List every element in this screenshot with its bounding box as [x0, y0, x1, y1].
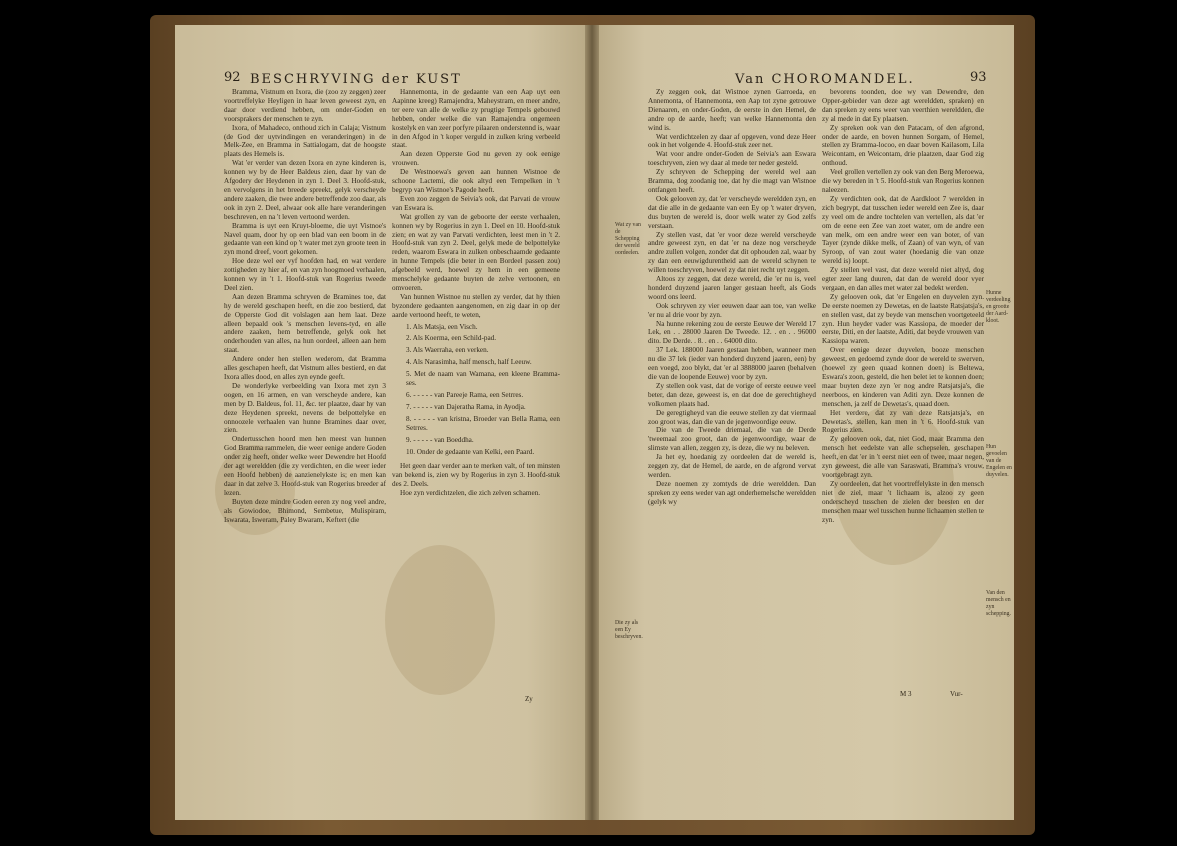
- list-item: 2. Als Koerma, een Schild-pad.: [406, 334, 497, 343]
- paragraph: Wat voor andre onder-Goden de Seivia's aan Eswara toeschryven, zien wy daar al mede ter neder gesteld.: [648, 150, 816, 168]
- paragraph: De Westnoewa's geven aan hunnen Wistnoe de schoone Lactemi, die ook altyd een Tempelken in 't begryp van Wistnoe's Pagode heeft.: [392, 168, 560, 194]
- left-page-number: 92: [224, 70, 241, 85]
- paragraph: Aan dezen Bramma schryven de Bramines toe, dat hy de wereld geschapen heeft, en die zoo bestierd, dat de Opperste God dit volslagen aan hem laat. Deze alleen bepaald ook 's menschen levens-tyd, en alle andere zaaken, hem betreffende, gelyk ook het onderhouden van alles, na hun oordeel, alleen aan hem staat.: [224, 292, 386, 355]
- paragraph: Andere onder hen stellen wederom, dat Bramma alles geschapen heeft, dat Vistnum alles bestierd, en dat Ixora alles dood, en alles zyn eynde geeft.: [224, 355, 386, 381]
- right-running-head: Van CHOROMANDEL.: [735, 72, 915, 87]
- paragraph: Het geen daar verder aan te merken valt, of ten minsten van bekend is, zien wy by Rogerius in zyn 3. Hoofd-stuk des 2. Deels.: [392, 462, 560, 489]
- right-page-number: 93: [970, 70, 987, 85]
- margin-note: Wat zy van de Schepping der wereld oordeelen.: [615, 222, 641, 256]
- list-item: 10. Onder de gedaante van Kelki, een Paard.: [406, 447, 535, 456]
- paragraph: Buyten deze mindre Goden eeren zy nog veel andre, als Gowiodoe, Bhimond, Sembetue, Mulispiram, Iswarata, Isweram, Paley Bwaram, Keftert (die: [224, 497, 386, 524]
- margin-note: Van den mensch en zyn schepping.: [986, 590, 1011, 617]
- left-column-2: [392, 88, 560, 688]
- list-item: 7. - - - - - van Dajeratha Rama, in Ayodja.: [406, 402, 526, 411]
- paragraph: Zy stellen ook vast, dat de vorige of eerste eeuwe veel beter, dan deze, geweest is, en dat doe de gerechtigheyd volkomen plaats had.: [648, 381, 816, 408]
- paragraph: Bramma, Vistnum en Ixora, die (zoo zy zeggen) zeer voortreffelyke Heyligen in haar leven geweest zyn, en daar door verdiend hebben, om onder-Goden en voorsprakers der menschen te zyn.: [224, 88, 386, 123]
- left-catchword: Zy: [525, 695, 533, 703]
- paragraph: Wat verdichtzelen zy daar af opgeven, vond deze Heer ook in het volgende 4. Hoofd-stuk zeer net.: [648, 132, 816, 150]
- paragraph: Aan dezen Opperste God nu geven zy ook eenige vrouwen.: [392, 150, 560, 168]
- book-gutter: [585, 25, 599, 820]
- paragraph: Na hunne rekening zou de eerste Eeuwe der Wereld 17 Lek, en . . 28000 Jaaren De Tweede. 12. . en . . 96000 dito. De Derde. . 8. . en . . 64000 dito.: [648, 319, 816, 346]
- paragraph: Die van de Tweede driemaal, die van de Derde 'tweemaal zoo groot, dan de jegenwoordige, waar de slimste van allen, zeggen zy, is deze, die wy nu beleven.: [648, 426, 816, 453]
- paragraph: Over eenige dezer duyvelen, booze menschen geweest, en gedoemd zynde door de wereld te swerven, (hoewel zy geen quaad konnen doen) is Beltewa, Eswara's zoon, gesteld, die hen belet iet te konnen doen; maar buyten deze zyn 'er nog andre Ratsjatsja's, die neerboos, en kinderen van Aditi zyn. Deze konnen de menschen, ja zelf de Dewetas's, quaad doen.: [822, 346, 984, 408]
- paragraph: Bramma is uyt een Kruyt-bloeme, die uyt Vistnoe's Navel quam, door hy op een blad van een boom in de gedaante van een kind op 't water met zyn groote teen in zyn mond dreef, voort gekomen.: [224, 221, 386, 257]
- margin-note: Die zy als een Ey beschryven.: [615, 620, 643, 640]
- list-item: 3. Als Waerraha, een verken.: [406, 346, 489, 355]
- paragraph: Veel grollen vertellen zy ook van den Berg Meroewa, die wy bereden in 't 5. Hoofd-stuk van Rogerius konnen naleezen.: [822, 168, 984, 194]
- paragraph: Zy stellen vast, dat 'er voor deze wereld verscheyde andre geweest zyn, en dat 'er na deze nog verscheyde andre zullen volgen, zonder dat dit ophouden zal, waar by zy dan een eeuwigdurentheid aan de wereld schynen te willen toeschryven, hoewel zy dat niet recht uyt zeggen.: [648, 230, 816, 275]
- paragraph: Ixora, of Mahadeco, onthoud zich in Calaja; Vistnum (de God der uytvindingen en veranderingen) in de Melk-Zee, en Bramma in Sattialogam, dat de hoogste plaats des Hemels is.: [224, 123, 386, 159]
- paragraph: Altoos zy zeggen, dat deze wereld, die 'er nu is, veel honderd duyzend jaaren langer gestaan heeft, als Gods woord ons leerd.: [648, 275, 816, 301]
- paragraph: Zy verdichten ook, dat de Aardkloot 7 werelden in zich begrypt, dat tusschen ieder wereld een Zee is, daar zy veel om de andre tochtelen van vertellen, als dat 'er om de eene een Zee van zoet water, om de andre een van melk, om een andre weer een van boter, of van Tayer (zynde dikke melk, of Zaan) of van wyn, of van Syroop, of van zout water (hoedanig die van onze wereld is) loopt.: [822, 194, 984, 266]
- list-item: 8. - - - - - van kristna, Broeder van Bella Rama, een Setrres.: [406, 414, 560, 432]
- paragraph: Hoe zyn verdichtzelen, die zich zelven schamen.: [400, 489, 541, 498]
- list-item: 6. - - - - - van Pareeje Rama, een Setrres.: [406, 391, 524, 399]
- list-item: 5. Met de naam van Wamana, een kleene Bramma-ses.: [406, 370, 560, 388]
- paragraph: Zy gelooven ook, dat 'er Engelen en duyvelen zyn. De eerste noemen zy Dewetas, en de laatste Ratsjatsja's, en stellen vast, dat zy beyde van menschen voortgeteeld zyn. Hun heyder vader was Kassiopa, de moeder der eerste, Diti, en der laatste, Aditi, dat beyde vrouwen van Kassiopa waren.: [822, 292, 984, 346]
- paragraph: Zy schryven de Schepping der wereld wel aan Bramma, dog zoodanig toe, dat hy die magt van Wistnoe ontfangen heeft.: [648, 168, 816, 194]
- list-item: 1. Als Matsja, een Visch.: [406, 322, 478, 331]
- paragraph: Ook schryven zy vier eeuwen daar aan toe, van welke 'er nu al drie voor by zyn.: [648, 301, 816, 319]
- paragraph: Hannemonta, in de gedaante van een Aap uyt een Aapinne kreeg) Ramajendra, Maheystram, en meer andre, ter eere van alle de welke zy prugtige Tempels gebouwd hebben, onder welke die van Ramajendra ongemeen kostelyk en van zeer porfyre pilaaren onderstennd is, waar in den Afgod in 't koper verguld in zulken kring verbeeld staat.: [392, 88, 560, 150]
- margin-note: Hun gevoelen van de Engelen en duyvelen.: [986, 444, 1012, 478]
- paragraph: Ja het ey, hoedanig zy oordeelen dat de wereld is, zeggen zy, dat de Hemel, de aarde, en de afgrond vervat werden.: [648, 453, 816, 479]
- paragraph: Zy gelooven ook, dat, niet God, maar Bramma den mensch het eedelste van alle schepselen, geschapen heeft, en dat 'er in 't eerst niet een of twee, maar negen, zyn geweest, die alle van Saraswati, Bramma's vrouw, voortgebragt zyn.: [822, 435, 984, 479]
- paragraph: Ondertusschen hoord men hen meest van hunnen God Bramma rammelen, die weer eenige andere Goden onder zig heeft, onder welke weer Dewendre het Hoofd der agt wereldden (die zy verdichten, en die weer ieder een Hoofd hebben) de aanzienelykste is; en men kan daar in dat zelve 3. Hoofd-stuk van Rogerius breeder af lezen.: [224, 435, 386, 497]
- paragraph: Even zoo zeggen de Seivia's ook, dat Parvati de vrouw van Eswara is.: [392, 194, 560, 212]
- paragraph: Zy stellen wel vast, dat deze wereld niet altyd, dog egter zeer lang duuren, dat dan de wereld door vyer vergaan, en dan alles met water zal bedekt werden.: [822, 266, 984, 292]
- paragraph: Wat 'er verder van dezen Ixora en zyne kinderen is, konnen wy by de Heer Baldeus zien, daar hy van de Afgodery der Heydenen in zyn 1. Deel 3. Hoofd-stuk, en vervolgens in het breede spreekt, gelyk verscheyde andere zaaken, die twee andere betreffende zoo daar, als ook in zyn 2. Deel, alwaar ook alle hare veranderingen beschreven, en na 't leven vertoond werden.: [224, 159, 386, 221]
- paragraph: Zy oordeelen, dat het voortreffelykste in den mensch niet de ziel, maar 't lichaam is, alzoo zy geen onderscheyd tusschen de zielen der beesten en der menschen maar wel tusschen hunne lichaamen stellen te zyn.: [822, 479, 984, 524]
- paragraph: Wat grollen zy van de geboorte der eerste verhaalen, konnen wy by Rogerius in zyn 1. Deel en 10. Hoofd-stuk zien; en wat zy van Parvati verdichten, leest men in 't 2. Hoofd-stuk van zyn 2. Deel, gelyk mede de belpottelyke reden, waarom Eswara in zulken onbeschaamde gedaante in hunne Tempels (die beter in een Bordeel passen zou) afgebeeld werd, hoewel zy hem in een gemeene menschelyke gedaante buyten de zelve vertoonen, en omvoeren.: [392, 212, 560, 292]
- right-catchword: Vur-: [950, 690, 963, 698]
- paragraph: De geregtigheyd van die eeuwe stellen zy dat viermaal zoo groot was, dan die van de jegenwoordige eeuw.: [648, 408, 816, 426]
- margin-note: Hunne verdeeling en grootte der Aard-kloot.: [986, 290, 1011, 324]
- paragraph: Van hunnen Wistnoe nu stellen zy verder, dat hy thien byzondere gedaanten aangenomen, en zig daar in op der aarde vertoond heeft, te weten,: [392, 292, 560, 319]
- paragraph: Het verdere, dat zy van deze Ratsjatsja's, en Dewetas's, stellen, kan men in 't 6. Hoofd-stuk van Rogerius zien.: [822, 408, 984, 435]
- paragraph: Ook gelooven zy, dat 'er verscheyde wereldden zyn, en dat die alle in de gedaante van een Ey op 't water dryven, dus buyten de wereld is, door welk water zy God zelfs verstaan.: [648, 194, 816, 230]
- paragraph: Zy spreken ook van den Patacam, of den afgrond, onder de aarde, en boven hunnen Sorgam, of Hemel, stellen zy Bramma-locoo, en daar boven Kailasom, Lila Weicontam, en Weicontam, drie plaatzen, daar God zig onthoud.: [822, 123, 984, 168]
- signature-mark: M 3: [900, 690, 912, 698]
- right-column-1: [648, 88, 816, 688]
- paragraph: De wonderlyke verbeelding van Ixora met zyn 3 oogen, en 16 armen, en van verscheyde andere, kan men by D. Baldeus, fol. 11, &c. ter plaatze, daar hy van deze Heydenen spreekt, nevens de belpottelyke en onnoozele verhaalen van hunne Bramines daar over, zien.: [224, 381, 386, 435]
- paragraph: Deze noemen zy zomtyds de drie wereldden. Dan spreken zy eens weder van agt onderhemelsche wereldden (gelyk wy: [648, 479, 816, 506]
- paragraph: Hoe deze wel eer vyf hoofden had, en wat verdere zottigheden zy hier af, en van zyn hoogmoed verhaalen, konnen wy in 't 1. Hoofd-stuk van Rogerius tweede Deel zien.: [224, 257, 386, 292]
- left-column-1: [224, 88, 386, 688]
- right-column-2: [822, 88, 984, 678]
- left-running-head: BESCHRYVING der KUST: [250, 72, 462, 87]
- list-item: 9. - - - - - van Boeddha.: [406, 435, 474, 444]
- paragraph: Zy zeggen ook, dat Wistnoe zynen Garroeda, en Annemonta, of Hannemonta, een Aap tot zyne getrouwe Dienaaren, en onder-Goden, de eerste in den Hemel, de andre op de aarde, heeft; van welke Hannemonta den wind is.: [648, 88, 816, 132]
- list-item: 4. Als Narasimha, half mensch, half Leeuw.: [406, 358, 532, 367]
- paragraph: bevorens toonden, doe wy van Dewendre, den Opper-gebieder van deze agt wereldden, spraken) en dan spreken zy eens weer van veerthien wereldden, die zy al mede in dat Ey plaatsen.: [822, 88, 984, 123]
- paragraph: 37 Lek. 188000 Jaaren gestaan hebben, wanneer men nu die 37 lek (ieder van honderd duyzend jaaren, een) by een voegd, zoo blykt, dat 'er al 3888000 jaaren (behalven die van de loopende Eeuwe) voor by zyn.: [648, 346, 816, 381]
